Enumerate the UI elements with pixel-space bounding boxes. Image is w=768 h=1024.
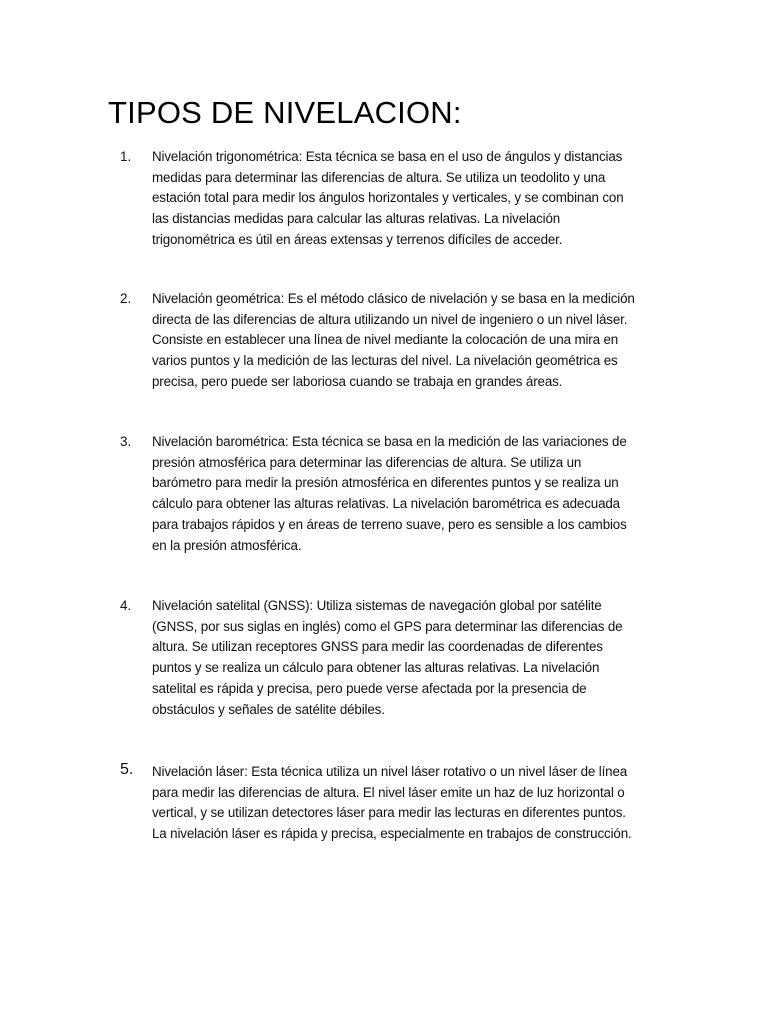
text-line: Nivelación satelital (GNSS): Utiliza sistemas de navegación global por satélite — [152, 598, 602, 613]
text-line: Nivelación geométrica: Es el método clásico de nivelación y se basa en la medición — [152, 291, 635, 306]
text-line: satelital es rápida y precisa, pero puede verse afectada por la presencia de — [152, 680, 587, 696]
text-line: altura. Se utilizan receptores GNSS para medir las coordenadas de diferentes — [152, 639, 603, 655]
list-item-number: 2. — [120, 291, 132, 306]
text-line: para medir las diferencias de altura. El nivel láser emite un haz de luz horizontal o — [152, 784, 625, 800]
text-line: estación total para medir los ángulos horizontales y verticales, y se combinan con — [152, 190, 624, 206]
text-line: trigonométrica es útil en áreas extensas y terrenos difíciles de acceder. — [152, 231, 563, 247]
text-line: obstáculos y señales de satélite débiles. — [152, 701, 385, 717]
list-item-text — [152, 147, 657, 251]
text-line: Nivelación barométrica: Esta técnica se basa en la medición de las variaciones de — [152, 434, 627, 449]
text-line: presión atmosférica para determinar las diferencias de altura. Se utiliza un — [152, 454, 582, 470]
text-line: Consiste en establecer una línea de nivel mediante la colocación de una mira en — [152, 332, 619, 348]
text-line: para trabajos rápidos y en áreas de terreno suave, pero es sensible a los cambios — [152, 516, 627, 532]
text-line: (GNSS, por sus siglas en inglés) como el GPS para determinar las diferencias de — [152, 618, 623, 634]
text-line: puntos y se realiza un cálculo para obtener las alturas relativas. La nivelación — [152, 660, 600, 676]
text-line: en la presión atmosférica. — [152, 537, 302, 553]
text-line: Nivelación trigonométrica: Esta técnica se basa en el uso de ángulos y distancias — [152, 149, 623, 164]
text-line: varios puntos y la medición de las lecturas del nivel. La nivelación geométrica es — [152, 353, 618, 369]
text-line: barómetro para medir la presión atmosférica en diferentes puntos y se realiza un — [152, 475, 619, 491]
list-item-number: 3. — [120, 434, 132, 449]
list-item-number: 1. — [120, 149, 132, 164]
text-line: las distancias medidas para calcular las alturas relativas. La nivelación — [152, 211, 561, 227]
text-line: vertical, y se utilizan detectores láser para medir las lecturas en diferentes puntos. — [152, 805, 626, 821]
text-line: Nivelación láser: Esta técnica utiliza un nivel láser rotativo o un nivel láser de línea — [152, 764, 628, 779]
list-item-text — [152, 762, 657, 845]
list-item-text — [152, 432, 657, 556]
text-line: medidas para determinar las diferencias de altura. Se utiliza un teodolito y una — [152, 169, 606, 185]
text-line: precisa, pero puede ser laboriosa cuando se trabaja en grandes áreas. — [152, 373, 563, 389]
list-item-number: 4. — [120, 598, 132, 613]
text-line: directa de las diferencias de altura utilizando un nivel de ingeniero o un nivel láser. — [152, 311, 628, 327]
text-line: cálculo para obtener las alturas relativas. La nivelación barométrica es adecuada — [152, 496, 620, 512]
document-title: TIPOS DE NIVELACION: — [108, 95, 462, 130]
list-item-text — [152, 596, 657, 720]
list-item-text — [152, 289, 657, 393]
list-item-number: 5. — [120, 761, 134, 778]
text-line: La nivelación láser es rápida y precisa, especialmente en trabajos de construcción. — [152, 826, 632, 842]
